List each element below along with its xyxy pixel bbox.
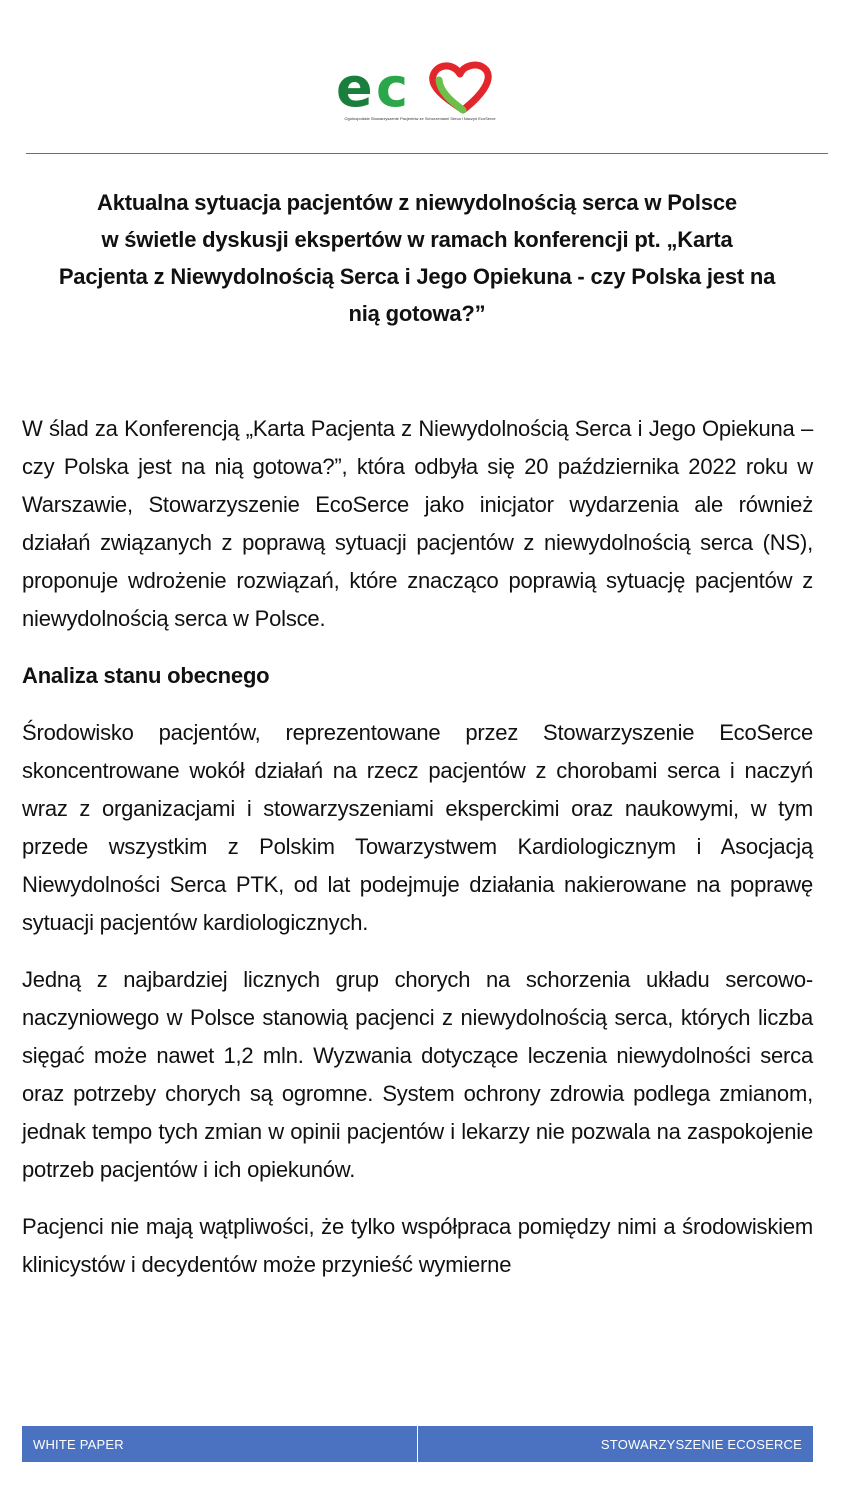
- logo-letter-c: c: [376, 60, 409, 116]
- footer-left-label: WHITE PAPER: [22, 1426, 418, 1462]
- title-line: Pacjenta z Niewydolnością Serca i Jego Opiekuna - czy Polska jest na: [58, 264, 776, 289]
- body-paragraph: Pacjenci nie mają wątpliwości, że tylko współpraca pomiędzy nimi a środowiskiem klinicystów i decydentów może przynieść wymierne: [22, 1214, 813, 1277]
- ecoserce-logo: [336, 60, 504, 126]
- logo-mark: [336, 60, 504, 116]
- logo-caption: Ogólnopolskie Stowarzyszenie Pacjentów ze Schorzeniami Serca i Naczyń EcoSerce: [344, 116, 496, 121]
- page-footer: [22, 1426, 813, 1462]
- section-heading: Analiza stanu obecnego: [22, 663, 270, 688]
- header-divider: [26, 153, 828, 154]
- document-body: [22, 410, 813, 1303]
- title-line: w świetle dyskusji ekspertów w ramach konferencji pt. „Karta: [101, 227, 733, 252]
- logo-letter-e: e: [336, 60, 373, 116]
- footer-right-label: STOWARZYSZENIE ECOSERCE: [600, 1436, 802, 1452]
- body-paragraph: W ślad za Konferencją „Karta Pacjenta z Niewydolnością Serca i Jego Opiekuna – czy Polska jest na nią gotowa?”, która odbyła się 20 października 2022 roku w Warszawie, Stowarzyszenie EcoSerce jako inicjator wydarzenia ale również działań związanych z poprawą sytuacji pacjentów z niewydolnością serca (NS), proponuje wdrożenie rozwiązań, które znacząco poprawią sytuację pacjentów z niewydolnością serca w Polsce.: [22, 416, 813, 631]
- title-line: nią gotowa?”: [348, 301, 486, 326]
- body-paragraph: Środowisko pacjentów, reprezentowane przez Stowarzyszenie EcoSerce skoncentrowane wokół działań na rzecz pacjentów z chorobami serca i naczyń wraz z organizacjami i stowarzyszeniami eksperckimi oraz naukowymi, w tym przede wszystkim z Polskim Towarzystwem Kardiologicznym i Asocjacją Niewydolności Serca PTK, od lat podejmuje działania nakierowane na poprawę sytuacji pacjentów kardiologicznych.: [22, 720, 813, 935]
- body-paragraph: Jedną z najbardziej licznych grup chorych na schorzenia układu sercowo-naczyniowego w Polsce stanowią pacjenci z niewydolnością serca, których liczba sięgać może nawet 1,2 mln. Wyzwania dotyczące leczenia niewydolności serca oraz potrzeby chorych są ogromne. System ochrony zdrowia podlega zmianom, jednak tempo tych zmian w opinii pacjentów i lekarzy nie pozwala na zaspokojenie potrzeb pacjentów i ich opiekunów.: [22, 967, 813, 1182]
- document-title: [22, 184, 812, 332]
- title-line: Aktualna sytuacja pacjentów z niewydolnością serca w Polsce: [97, 190, 737, 215]
